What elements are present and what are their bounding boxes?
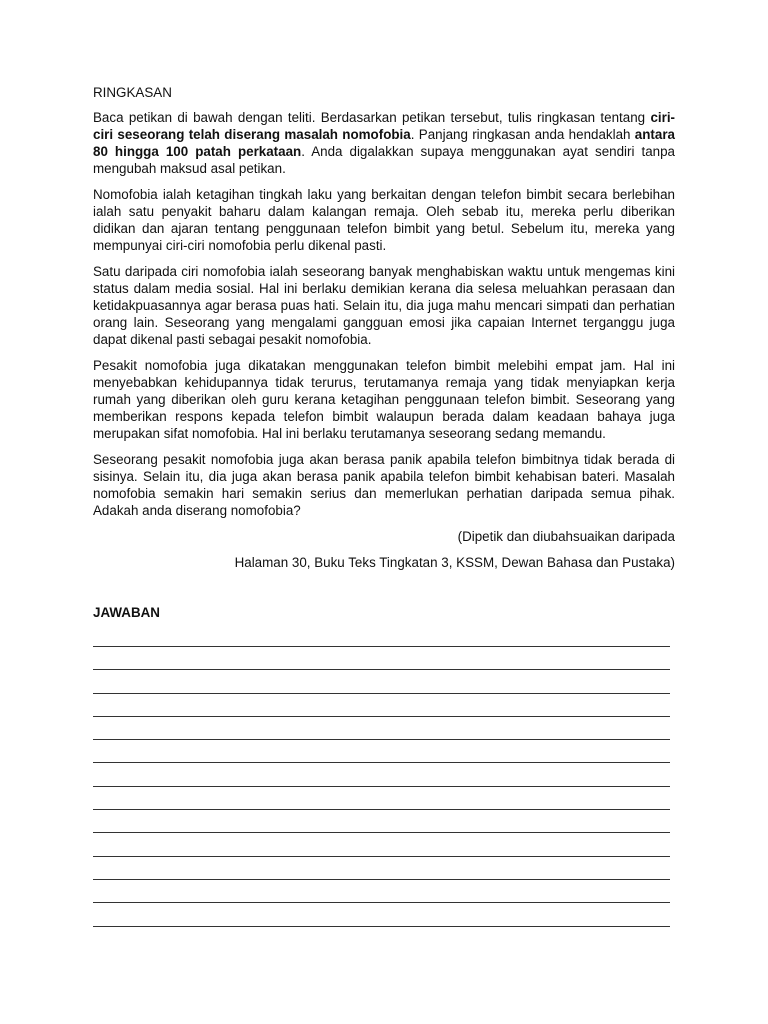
source-citation-line-1: (Dipetik dan diubahsuaikan daripada	[457, 529, 675, 544]
answer-line[interactable]	[93, 716, 670, 717]
answer-line[interactable]	[93, 786, 670, 787]
passage-paragraph-3: Pesakit nomofobia juga dikatakan menggunakan telefon bimbit melebihi empat jam. Hal ini menyebabkan kehidupannya tidak terurus, terutamanya remaja yang tidak menyiapkan kerja rumah yang diberikan oleh guru kerana ketagihan penggunaan telefon bimbit. Seseorang yang memberikan respons kepada telefon bimbit walaupun berada dalam keadaan bahaya juga merupakan sifat nomofobia. Hal ini berlaku terutamanya seseorang sedang memandu.	[93, 358, 675, 441]
answer-line[interactable]	[93, 902, 670, 903]
instruction-text-2: . Panjang ringkasan anda hendaklah	[410, 127, 635, 142]
answer-line[interactable]	[93, 669, 670, 670]
answer-line[interactable]	[93, 879, 670, 880]
instruction-text-1: Baca petikan di bawah dengan teliti. Berdasarkan petikan tersebut, tulis ringkasan tentang	[93, 110, 651, 125]
answer-line[interactable]	[93, 693, 670, 694]
answer-line[interactable]	[93, 646, 670, 647]
instruction-bold-topic: ciri-ciri seseorang telah diserang masalah nomofobia	[93, 110, 675, 142]
document-title: RINGKASAN	[93, 85, 172, 100]
instruction-bold-wordcount: antara 80 hingga 100 patah perkataan	[93, 127, 675, 159]
passage-paragraph-2: Satu daripada ciri nomofobia ialah seseorang banyak menghabiskan waktu untuk mengemas kini status dalam media sosial. Hal ini berlaku demikian kerana dia selesa meluahkan perasaan dan ketidakpuasannya agar berasa puas hati. Selain itu, dia juga mahu mencari simpati dan perhatian orang lain. Seseorang yang mengalami gangguan emosi jika capaian Internet terganggu juga dapat dikenal pasti sebagai pesakit nomofobia.	[93, 264, 675, 347]
answer-line[interactable]	[93, 739, 670, 740]
answer-section	[93, 604, 670, 621]
passage-paragraph-4: Seseorang pesakit nomofobia juga akan berasa panik apabila telefon bimbitnya tidak berada di sisinya. Selain itu, dia juga akan berasa panik apabila telefon bimbit kehabisan bateri. Masalah nomofobia semakin hari semakin serius dan memerlukan perhatian daripada semua pihak. Adakah anda diserang nomofobia?	[93, 452, 675, 518]
answer-lines	[93, 646, 670, 949]
answer-line[interactable]	[93, 832, 670, 833]
answer-line[interactable]	[93, 856, 670, 857]
source-citation-line-2: Halaman 30, Buku Teks Tingkatan 3, KSSM, Dewan Bahasa dan Pustaka)	[234, 555, 675, 570]
passage-paragraph-1: Nomofobia ialah ketagihan tingkah laku yang berkaitan dengan telefon bimbit secara berlebihan ialah satu penyakit baharu dalam kalangan remaja. Oleh sebab itu, mereka perlu diberikan didikan dan ajaran tentang penggunaan telefon bimbit yang betul. Sebelum itu, mereka yang mempunyai ciri-ciri nomofobia perlu dikenal pasti.	[93, 187, 675, 253]
answer-line[interactable]	[93, 926, 670, 927]
document-body	[93, 84, 675, 571]
instruction-paragraph	[93, 109, 675, 177]
instruction-text-3: . Anda digalakkan supaya menggunakan ayat sendiri tanpa mengubah maksud asal petikan.	[93, 144, 675, 176]
answer-label: JAWABAN	[93, 605, 160, 620]
answer-line[interactable]	[93, 809, 670, 810]
answer-line[interactable]	[93, 762, 670, 763]
